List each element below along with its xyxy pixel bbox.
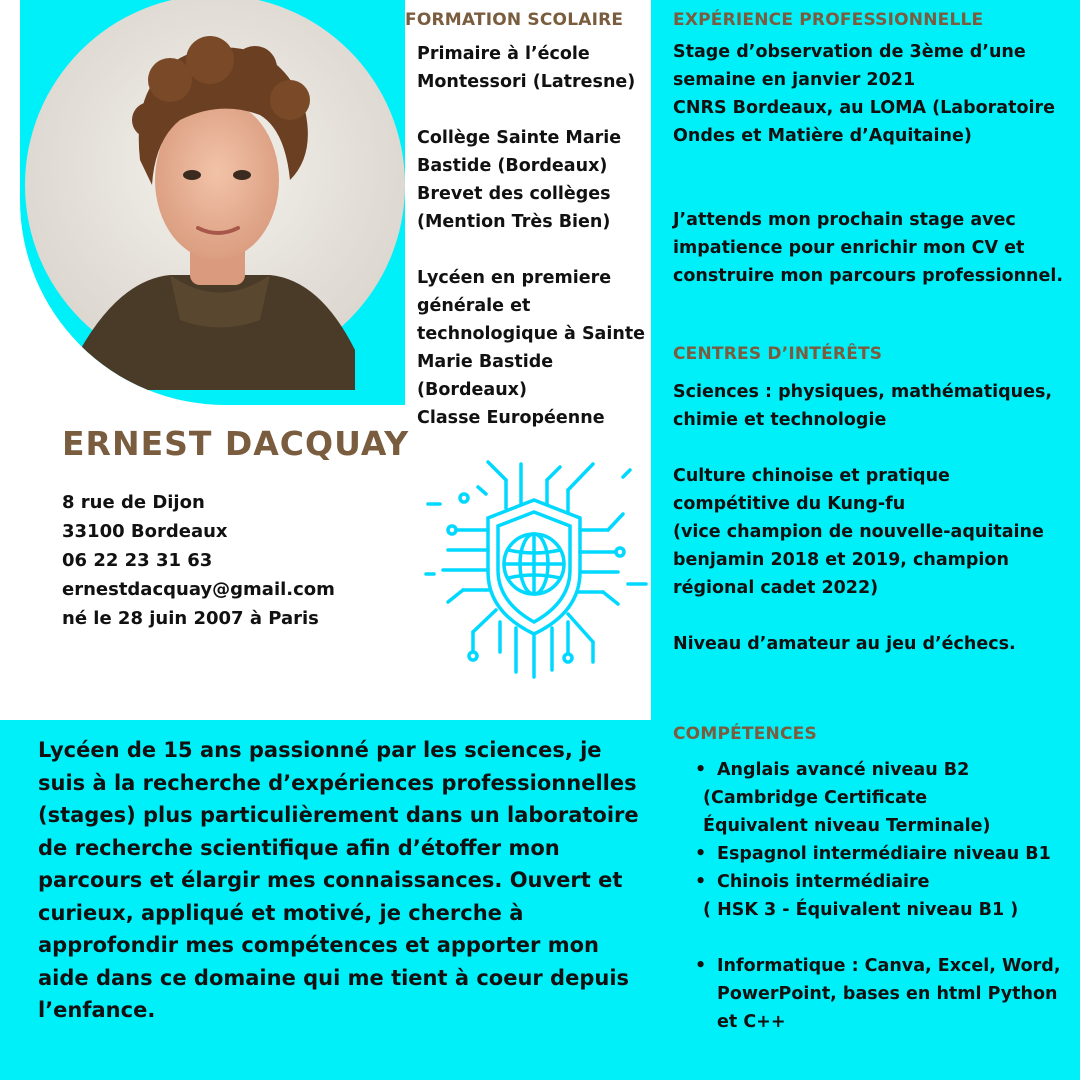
birth-info: né le 28 juin 2007 à Paris [62, 608, 319, 629]
email-address: ernestdacquay@gmail.com [62, 579, 335, 600]
list-item: • Espagnol intermédiaire niveau B1 [695, 840, 1075, 868]
list-item: • Informatique : Canva, Excel, Word, PowerPoint, bases en html Python et C++ [695, 952, 1075, 1036]
photo-frame [20, 0, 405, 405]
list-item: • Anglais avancé niveau B2 (Cambridge Certificate Équivalent niveau Terminale) [695, 756, 1075, 840]
portrait-photo [20, 0, 405, 390]
city-line: 33100 Bordeaux [62, 521, 228, 542]
experience-text-2: J’attends mon prochain stage avec impatience pour enrichir mon CV et construire mon parcours professionnel. [673, 210, 1064, 286]
english-detail: (Cambridge Certificate Équivalent niveau Terminale) [703, 788, 991, 836]
interests-heading: CENTRES D’INTÉRÊTS [673, 344, 883, 364]
experience-heading: EXPÉRIENCE PROFESSIONNELLE [673, 10, 984, 30]
address-line: 8 rue de Dijon [62, 492, 205, 513]
interests-text: Sciences : physiques, mathématiques, chimie et technologie Culture chinoise et pratique compétitive du Kung-fu (vice champion de nouvelle-aquitaine benjamin 2018 et 2019, champion régional cadet 2022) Niveau d’amateur au jeu d’échecs. [673, 382, 1053, 654]
skills-list [695, 756, 1075, 1036]
chinese-detail: ( HSK 3 - Équivalent niveau B1 ) [703, 900, 1019, 920]
contact-block [62, 488, 335, 633]
experience-text: Stage d’observation de 3ème d’une semaine en janvier 2021 CNRS Bordeaux, au LOMA (Laboratoire Ondes et Matière d’Aquitaine) [673, 42, 1055, 146]
candidate-name: ERNEST DACQUAY [62, 424, 410, 463]
formation-heading: FORMATION SCOLAIRE [405, 10, 624, 30]
formation-text: Primaire à l’école Montessori (Latresne) Collège Sainte Marie Bastide (Bordeaux) Brevet des collèges (Mention Très Bien) Lycéen en premiere générale et technologique à Sainte Marie Bastide (Bordeaux) Classe Européenne [417, 44, 646, 428]
cyber-security-globe-icon [418, 452, 650, 682]
skills-heading: COMPÉTENCES [673, 724, 817, 744]
intro-paragraph: Lycéen de 15 ans passionné par les sciences, je suis à la recherche d’expériences professionnelles (stages) plus particulièrement dans un laboratoire de recherche scientifique afin d’étoffer mon parcours et élargir mes connaissances. Ouvert et curieux, appliqué et motivé, je cherche à approfondir mes compétences et apporter mon aide dans ce domaine qui me tient à coeur depuis l’enfance. [38, 738, 639, 1022]
phone-number: 06 22 23 31 63 [62, 550, 213, 571]
list-item: • Chinois intermédiaire ( HSK 3 - Équivalent niveau B1 ) [695, 868, 1075, 924]
